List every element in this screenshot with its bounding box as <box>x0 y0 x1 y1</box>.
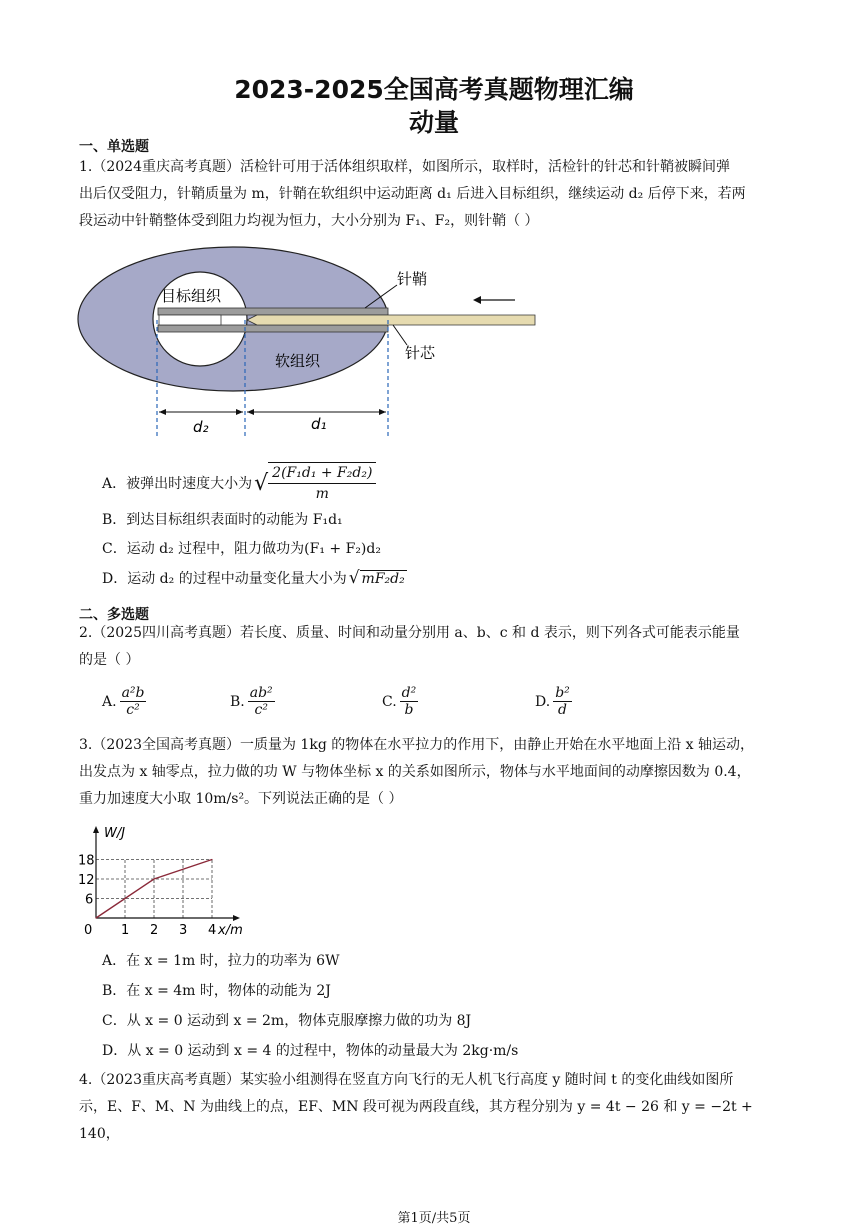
q1-option-a-fraction <box>268 462 376 504</box>
y-tick-label: 18 <box>78 853 95 869</box>
q2-option-c-denominator: b <box>404 702 414 718</box>
q1-line1: 1.（2024重庆高考真题）活检针可用于活体组织取样，如图所示，取样时，活检针的针芯和针鞘被瞬间弹 <box>79 159 730 175</box>
q2-option-a-numerator: a²b <box>121 685 145 701</box>
q1-option-d-text: D．运动 d₂ 的过程中动量变化量大小为 <box>102 571 347 587</box>
d2-arrow-left <box>159 409 166 415</box>
x-tick-label: 4 <box>208 923 217 938</box>
sample-notch <box>159 315 221 325</box>
page-footer: 第1页/共5页 <box>397 1211 471 1226</box>
q2-option-d <box>535 685 575 718</box>
x-tick-label: 2 <box>150 923 159 938</box>
q2-option-b-denominator: c² <box>254 702 268 718</box>
q2-option-b <box>230 685 278 718</box>
data-point <box>153 878 154 879</box>
d1-arrow-right <box>379 409 386 415</box>
q2-option-d-label: D. <box>535 693 551 710</box>
x-tick-label: 1 <box>121 923 130 938</box>
q3-line1: 3.（2023全国高考真题）一质量为 1kg 的物体在水平拉力的作用下，由静止开始在水平地面上沿 x 轴运动， <box>79 737 755 753</box>
q3-work-position-chart <box>80 826 250 942</box>
q3-option-b: B．在 x = 4m 时，物体的动能为 2J <box>102 983 331 999</box>
label-target-tissue: 目标组织 <box>161 287 222 305</box>
q1-option-a-denominator: m <box>315 486 329 502</box>
sheath-upper <box>158 308 388 315</box>
q2-option-c-fraction <box>400 685 419 718</box>
q2-option-b-label: B. <box>230 693 245 710</box>
q2-option-c <box>382 685 421 718</box>
q2-option-a-label: A. <box>102 693 117 710</box>
q1-option-b: B．到达目标组织表面时的动能为 F₁d₁ <box>102 512 343 528</box>
section-heading-single: 一、单选题 <box>79 139 149 155</box>
document-title: 2023-2025全国高考真题物理汇编 <box>234 75 634 104</box>
q1-needle-figure <box>75 240 545 445</box>
q3-stem <box>79 732 791 813</box>
y-tick-label: 12 <box>78 873 95 888</box>
q1-option-a <box>102 462 376 504</box>
q4-line1: 4.（2023重庆高考真题）某实验小组测得在竖直方向飞行的无人机飞行高度 y 随时间 t 的变化曲线如图所 <box>79 1072 734 1088</box>
q2-option-a-fraction <box>120 685 147 718</box>
q1-option-c: C．运动 d₂ 过程中，阻力做功为(F₁ + F₂)d₂ <box>102 541 381 557</box>
q3-line2: 出发点为 x 轴零点，拉力做的功 W 与物体坐标 x 的关系如图所示，物体与水平地面间的动摩擦因数为 0.4， <box>79 764 751 780</box>
label-sheath: 针鞘 <box>397 270 428 288</box>
label-soft-tissue: 软组织 <box>275 352 321 370</box>
sqrt-sign: √ <box>348 568 360 588</box>
data-point <box>95 917 96 918</box>
q2-stem <box>79 620 791 674</box>
x-tick-label: 0 <box>84 923 93 938</box>
q1-option-d <box>102 568 407 588</box>
q4-line2: 示，E、F、M、N 为曲线上的点，EF、MN 段可视为两段直线，其方程分别为 y = 4t − 26 和 y = −2t + 140， <box>79 1099 753 1142</box>
q2-option-d-denominator: d <box>557 702 567 718</box>
label-d1: d₁ <box>311 415 327 433</box>
q2-option-b-fraction <box>248 685 275 718</box>
sheath-lower <box>158 325 388 332</box>
q2-option-a <box>102 685 149 718</box>
d1-arrow-left <box>247 409 254 415</box>
q1-option-a-numerator: 2(F₁d₁ + F₂d₂) <box>268 463 376 484</box>
section-heading-multi: 二、多选题 <box>79 607 149 623</box>
motion-arrow-head <box>473 296 481 304</box>
sqrt-sign: √ <box>254 470 269 496</box>
q2-option-c-numerator: d² <box>401 685 417 701</box>
needle-core <box>247 315 535 325</box>
q3-option-a: A．在 x = 1m 时，拉力的功率为 6W <box>102 953 340 969</box>
q1-option-a-text: A．被弹出时速度大小为 <box>102 476 253 492</box>
q2-option-a-denominator: c² <box>126 702 140 718</box>
q2-option-d-numerator: b² <box>555 685 570 701</box>
q3-line3: 重力加速度大小取 10m/s²。下列说法正确的是（ ） <box>79 791 403 807</box>
q1-option-d-radicand: mF₂d₂ <box>361 570 405 587</box>
core-leader <box>393 325 407 345</box>
x-axis-arrow <box>233 915 240 921</box>
q2-line1: 2.（2025四川高考真题）若长度、质量、时间和动量分别用 a、b、c 和 d 表示，则下列各式可能表示能量 <box>79 625 740 641</box>
label-core: 针芯 <box>405 344 436 362</box>
q4-stem <box>79 1067 791 1148</box>
d2-arrow-right <box>236 409 243 415</box>
document-subtitle: 动量 <box>408 108 459 137</box>
y-tick-label: 6 <box>85 892 94 908</box>
data-series-line <box>96 860 212 919</box>
q2-line2: 的是（ ） <box>79 652 140 668</box>
x-tick-label: 3 <box>179 923 188 938</box>
q2-option-b-numerator: ab² <box>249 685 273 701</box>
q3-option-c: C．从 x = 0 运动到 x = 2m，物体克服摩擦力做的功为 8J <box>102 1013 472 1029</box>
y-axis-arrow <box>93 826 99 833</box>
q3-option-d: D．从 x = 0 运动到 x = 4 的过程中，物体的动量最大为 2kg·m/s <box>102 1043 519 1059</box>
x-axis-label: x/m <box>218 923 243 938</box>
q2-option-d-fraction <box>553 685 572 718</box>
q1-line2: 出后仅受阻力，针鞘质量为 m，针鞘在软组织中运动距离 d₁ 后进入目标组织，继续运动 d₂ 后停下来，若两 <box>79 186 746 202</box>
q2-option-c-label: C. <box>382 693 397 710</box>
label-d2: d₂ <box>193 418 209 436</box>
q1-line3: 段运动中针鞘整体受到阻力均视为恒力，大小分别为 F₁、F₂，则针鞘（ ） <box>79 213 539 229</box>
data-point <box>211 859 212 860</box>
q1-stem <box>79 154 791 235</box>
y-axis-label: W/J <box>104 826 126 841</box>
